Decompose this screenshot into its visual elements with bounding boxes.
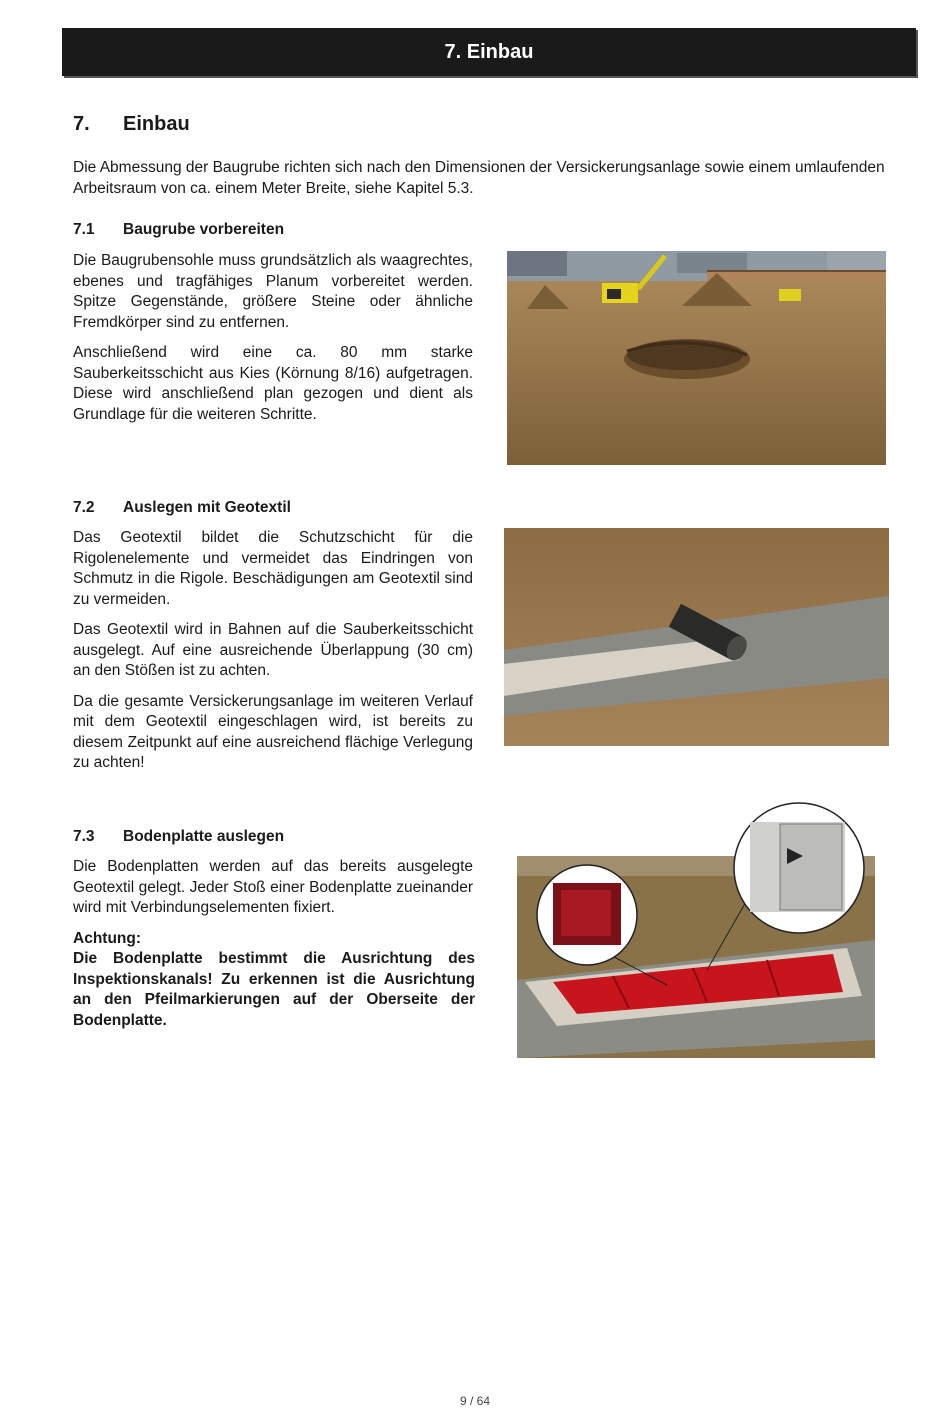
excavation-pit-image (507, 251, 886, 465)
chapter-intro: Die Abmessung der Baugrube richten sich nach den Dimensionen der Versickerungsanlage sowie einem umlaufenden Arbeitsraum von ca. einem Meter Breite, siehe Kapitel 5.3. (73, 159, 885, 197)
section-title: Auslegen mit Geotextil (123, 499, 291, 516)
section-title: Bodenplatte auslegen (123, 828, 285, 845)
paragraph: Die Baugrubensohle muss grundsätzlich als waagrechtes, ebenes und tragfähiges Planum vorbereitet werden. Spitze Gegenstände, größere Steine oder ähnliche Fremdkörper sind zu entfernen. (73, 252, 473, 331)
chapter-title: Einbau (123, 113, 190, 135)
paragraph: Die Bodenplatten werden auf das bereits ausgelegte Geotextil gelegt. Jeder Stoß einer Bodenplatte zueinander wird mit Verbindungselementen fixiert. (73, 858, 473, 916)
paragraph: Da die gesamte Versickerungsanlage im weiteren Verlauf mit dem Geotextil eingeschlagen wird, ist bereits zu diesem Zeitpunkt auf eine ausreichend flächige Verlegung zu achten! (73, 692, 473, 771)
geotextile-roll-image (504, 528, 889, 746)
chapter-number: 7. (73, 113, 90, 135)
paragraph: Das Geotextil bildet die Schutzschicht für die Rigolenelemente und vermeidet das Eindringen von Schmutz in die Rigole. Beschädigungen am Geotextil sind zu vermeiden. (73, 529, 473, 608)
paragraph: Das Geotextil wird in Bahnen auf die Sauberkeitsschicht ausgelegt. Auf eine ausreichende Überlappung (30 cm) an den Stößen ist zu achten. (73, 621, 473, 679)
chapter-header-bar (62, 28, 916, 76)
chapter-heading (73, 113, 190, 136)
section-title: Baugrube vorbereiten (123, 221, 285, 238)
section-number: 7.2 (73, 499, 95, 516)
header-title: 7. Einbau (444, 40, 534, 63)
section-heading-7-3 (73, 828, 284, 846)
base-plate-image (517, 800, 877, 1058)
section-number: 7.1 (73, 221, 95, 238)
warning-title: Achtung: (73, 929, 142, 947)
paragraph: Anschließend wird eine ca. 80 mm starke Sauberkeitsschicht aus Kies (Körnung 8/16) aufgetragen. Diese wird anschließend plan gezogen und dient als Grundlage für die weiteren Schritte. (73, 344, 473, 423)
warning-text: Die Bodenplatte bestimmt die Ausrichtung des Inspektionskanals! Zu erkennen ist die Ausrichtung an den Pfeilmarkierungen auf der Oberseite der Bodenplatte. (73, 950, 475, 1029)
section-number: 7.3 (73, 828, 95, 845)
section-heading-7-1 (73, 221, 284, 239)
section-body-7-2 (73, 528, 473, 784)
page-number: 9 / 64 (459, 1394, 491, 1408)
section-heading-7-2 (73, 499, 291, 517)
section-body-7-1 (73, 251, 473, 435)
section-body-7-3 (73, 857, 473, 1031)
